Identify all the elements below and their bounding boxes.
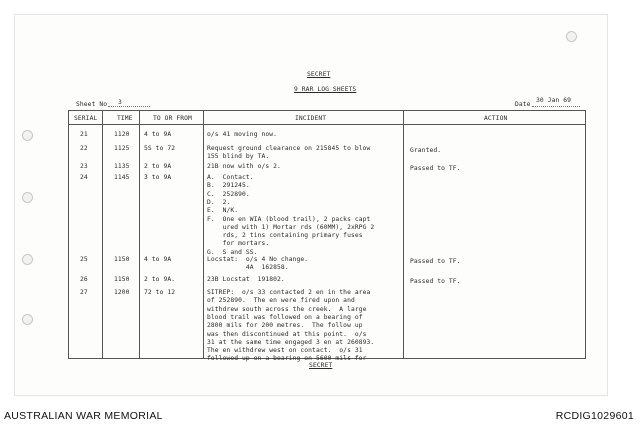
row-incident-line: Request ground clearance on 215845 to blow <box>207 145 371 152</box>
row-serial: 22 <box>80 145 88 152</box>
date-dotted-line <box>532 106 580 107</box>
row-incident-line: followed up on a bearing on 5600 mils for <box>207 355 367 363</box>
row-incident-line: E. N/K. <box>207 207 239 215</box>
row-time: 1135 <box>114 163 130 170</box>
row-incident-line: D. 2. <box>207 198 231 206</box>
row-serial: 26 <box>80 276 88 283</box>
row-time: 1145 <box>114 174 130 181</box>
row-incident-line: ured with 1) Mortar rds (60MM), 2xRPG 2 <box>207 223 375 231</box>
row-time: 1120 <box>114 131 130 138</box>
punch-hole-icon <box>22 192 33 203</box>
row-incident-line: A. Contact. <box>207 174 254 181</box>
row-time: 1125 <box>114 145 130 152</box>
row-incident-line: The en withdrew west on contact. o/s 31 <box>207 347 363 355</box>
sheet-number: 3 <box>118 99 122 106</box>
row-incident-line: rds, 2 tins containing primary fuses <box>207 232 363 240</box>
footer-right: RCDIG1029601 <box>555 410 634 422</box>
column-header-to-or-from: TO OR FROM <box>153 115 192 122</box>
row-incident-line: 31 at the same time engaged 3 en at 260893. <box>207 338 375 346</box>
row-action: Passed to TF. <box>410 258 461 265</box>
row-incident-line: was then discontinued at this point. o/s <box>207 330 367 338</box>
row-incident-line: G. S and SS. <box>207 248 258 256</box>
row-incident-line: C. 252890. <box>207 190 250 198</box>
row-incident-line: of 252890. The en were fired upon and <box>207 297 355 305</box>
row-serial: 25 <box>80 256 88 263</box>
row-incident-line: Locstat: o/s 4 No change. <box>207 256 309 263</box>
row-to-from: 3 to 9A <box>144 174 172 181</box>
row-serial: 27 <box>80 289 88 296</box>
log-title: 9 RAR LOG SHEETS <box>294 86 357 93</box>
row-incident-line: for mortars. <box>207 240 270 248</box>
punch-hole-icon <box>566 31 577 42</box>
row-to-from: 5S to 72 <box>144 145 176 152</box>
column-header-action: ACTION <box>484 115 508 122</box>
row-action: Granted. <box>410 147 442 154</box>
column-header-time: TIME <box>117 115 133 122</box>
row-incident-line: SITREP: o/s 33 contacted 2 en in the area <box>207 289 371 296</box>
row-action: Passed to TF. <box>410 278 461 285</box>
row-incident-line: 21B now with o/s 2. <box>207 163 281 170</box>
footer-left: AUSTRALIAN WAR MEMORIAL <box>4 410 163 422</box>
row-serial: 21 <box>80 131 88 138</box>
row-time: 1150 <box>114 256 130 263</box>
row-incident-line: blood trail was followed on a bearing of <box>207 313 363 321</box>
row-incident-line: o/s 41 moving now. <box>207 131 278 138</box>
row-time: 1200 <box>114 289 130 296</box>
column-header-serial: SERIAL <box>74 115 98 122</box>
punch-hole-icon <box>22 254 33 265</box>
row-to-from: 2 to 9A. <box>144 276 176 283</box>
row-incident-line: 4A 162858. <box>207 264 289 272</box>
classification-top: SECRET <box>307 71 331 78</box>
row-serial: 23 <box>80 163 88 170</box>
row-time: 1150 <box>114 276 130 283</box>
row-incident-line: withdrew south across the creek. A large <box>207 305 367 313</box>
row-to-from: 72 to 12 <box>144 289 176 296</box>
punch-hole-icon <box>22 314 33 325</box>
sheet-dotted-line <box>108 106 150 107</box>
row-incident-line: 23B Locstat 191802. <box>207 276 285 283</box>
date-label: Date <box>515 101 531 108</box>
punch-hole-icon <box>22 130 33 141</box>
row-action: Passed to TF. <box>410 165 461 172</box>
date-value: 30 Jan 69 <box>536 97 572 104</box>
row-incident-line: 155 blind by TA. <box>207 153 270 161</box>
sheet-label: Sheet No <box>76 101 108 108</box>
row-serial: 24 <box>80 174 88 181</box>
column-header-incident: INCIDENT <box>295 115 327 122</box>
row-incident-line: F. One en WIA (blood trail), 2 packs capt <box>207 215 371 223</box>
row-incident-line: B. 291245. <box>207 182 250 190</box>
row-to-from: 4 to 9A <box>144 131 172 138</box>
row-incident-line: 2800 mils for 200 metres. The follow up <box>207 322 363 330</box>
classification-bottom: SECRET <box>309 362 333 369</box>
footer-bar <box>0 408 640 425</box>
row-to-from: 2 to 9A <box>144 163 172 170</box>
row-to-from: 4 to 9A <box>144 256 172 263</box>
